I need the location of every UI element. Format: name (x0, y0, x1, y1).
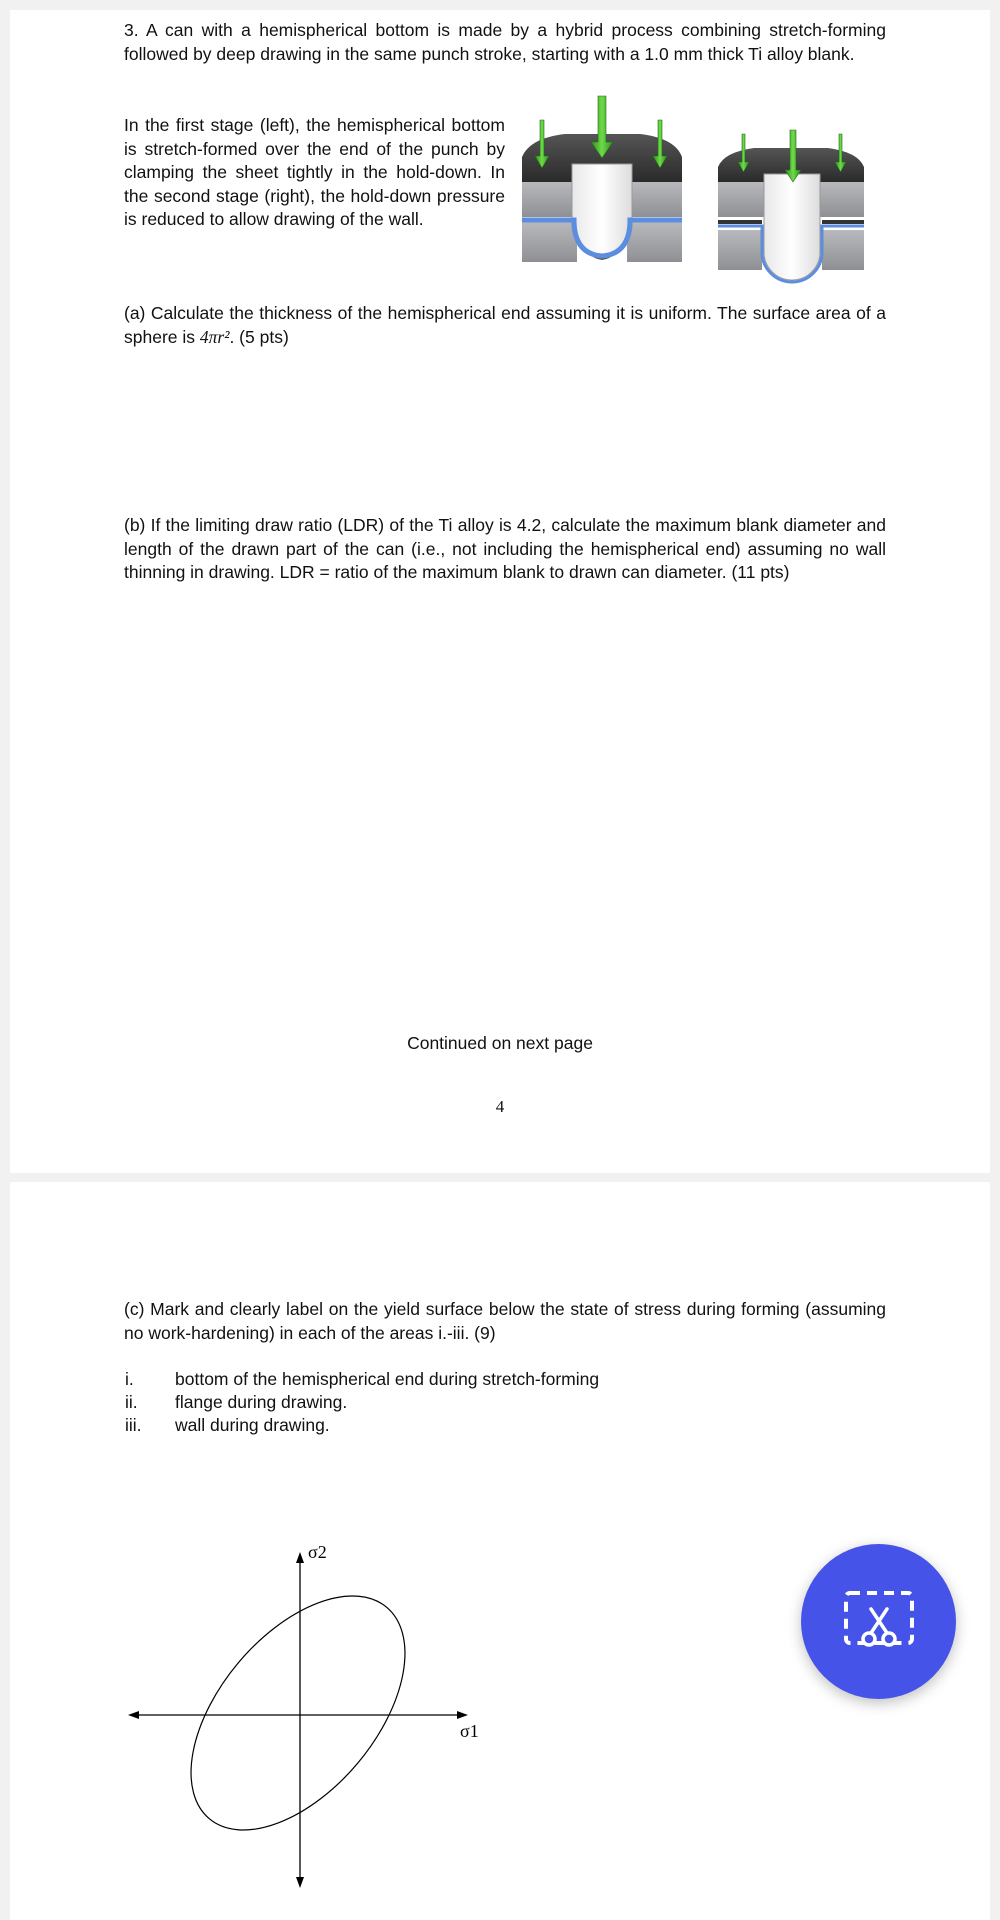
sigma2-label: σ2 (308, 1542, 327, 1562)
part-b-question: (b) If the limiting draw ratio (LDR) of the Ti alloy is 4.2, calculate the maximum blank diameter and length of the drawn part of the can (i.e., not including the hemispherical end) assuming no wall thinning in drawing. LDR = ratio of the maximum blank to drawn can diameter. (11 pts) (124, 515, 886, 582)
list-item: ii. flange during drawing. (125, 1392, 348, 1412)
document-page-4 (10, 10, 990, 1173)
question-3-intro: 3. A can with a hemispherical bottom is made by a hybrid process combining stretch-forming followed by deep drawing in the same punch stroke, starting with a 1.0 mm thick Ti alloy blank. (124, 20, 886, 64)
sphere-area-formula: 4πr² (199, 326, 230, 347)
part-a-question: (a) Calculate the thickness of the hemispherical end assuming it is uniform. The surface area of a sphere is 4πr². (5 pts) (124, 303, 886, 347)
stage-2-deep-drawing-diagram (718, 130, 864, 282)
screenshot-crop-button[interactable] (801, 1544, 956, 1699)
list-item: i. bottom of the hemispherical end during stretch-forming (125, 1369, 600, 1389)
sigma1-label: σ1 (460, 1721, 479, 1741)
forming-process-figure (510, 82, 900, 292)
continued-note: Continued on next page (407, 1033, 593, 1053)
part-c-question: (c) Mark and clearly label on the yield surface below the state of stress during forming (assuming no work-hardening) in each of the areas i.-iii. (9) (124, 1299, 886, 1343)
screenshot-scissors-icon (842, 1589, 916, 1655)
page-number: 4 (495, 1097, 505, 1116)
list-item: iii. wall during drawing. (125, 1415, 330, 1435)
stage-1-stretch-forming-diagram (522, 96, 682, 262)
yield-ellipse (150, 1557, 447, 1869)
yield-surface-diagram (120, 1530, 500, 1900)
stages-description: In the first stage (left), the hemispherical bottom is stretch-formed over the end of the punch by clamping the sheet tightly in the hold-down. In the second stage (right), the hold-down pressure is reduced to allow drawing of the wall. (124, 115, 505, 229)
